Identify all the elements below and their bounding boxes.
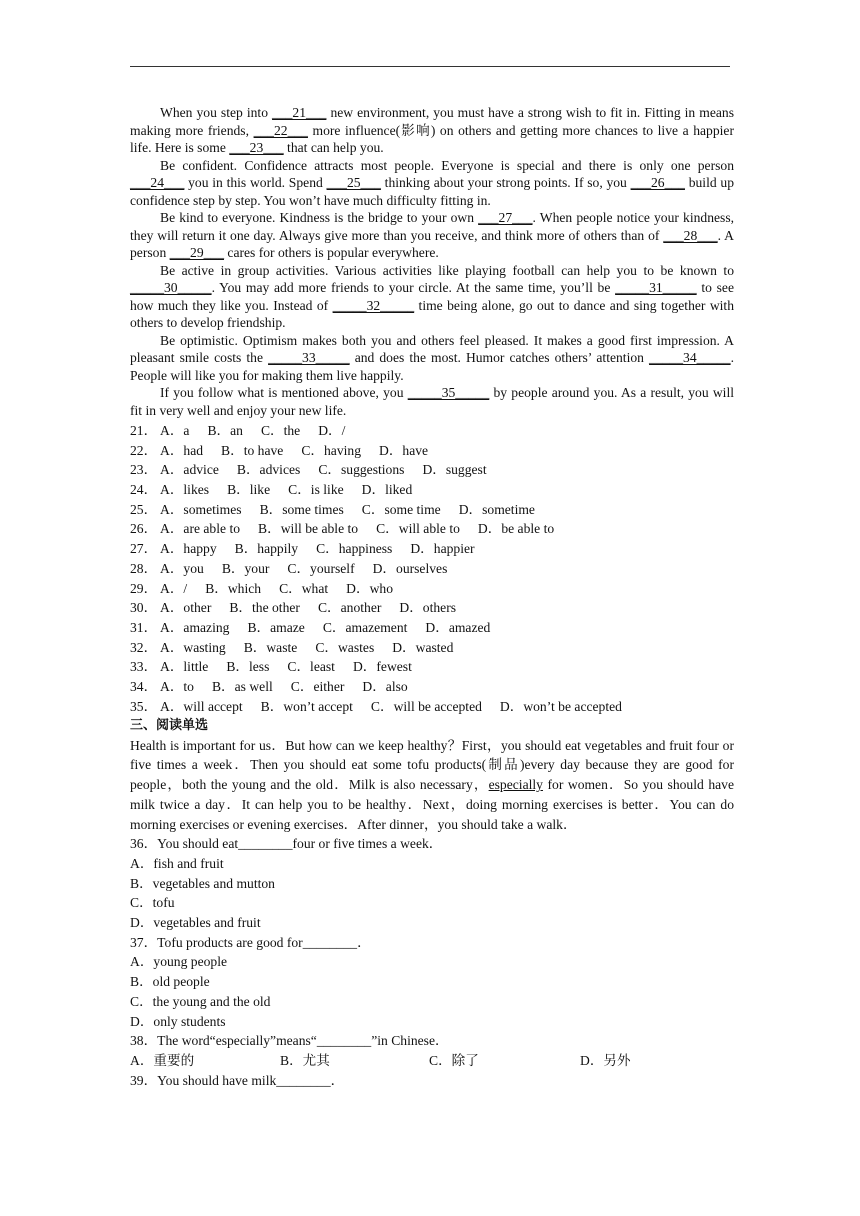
- cloze-passage: [130, 104, 734, 419]
- option: D．ourselves: [372, 560, 448, 576]
- option: C．having: [301, 442, 362, 458]
- blank-33: _____33_____: [268, 350, 350, 365]
- blank-28: ___28___: [663, 227, 718, 243]
- question-number: 25．: [130, 501, 158, 517]
- text: When you step into: [160, 105, 273, 120]
- option-row: [130, 618, 734, 638]
- question-37: 37．Tofu products are good for________．: [130, 934, 371, 950]
- option: B．your: [221, 560, 270, 576]
- option-row: [130, 697, 734, 717]
- paragraph: [130, 209, 734, 262]
- option: C．either: [290, 678, 345, 694]
- text: to see how much they like you. Instead of: [130, 280, 734, 313]
- option: B．waste: [243, 639, 298, 655]
- blank-25: ___25___: [326, 175, 381, 190]
- option: D．sometime: [458, 501, 535, 517]
- option-row: [130, 539, 734, 559]
- option: D．have: [379, 442, 429, 458]
- option: B．happily: [234, 541, 299, 557]
- option: C．will able to: [376, 521, 460, 537]
- option: D．wasted: [392, 639, 454, 655]
- blank-31: _____31_____: [615, 280, 697, 295]
- option: A．a: [160, 423, 190, 438]
- option-row: [130, 421, 734, 441]
- option: C．除了: [429, 1052, 479, 1068]
- cloze-options: [130, 421, 734, 716]
- header-rule: [130, 66, 730, 67]
- question-number: 34．: [130, 678, 158, 694]
- paragraph: [130, 384, 734, 419]
- option: D．only students: [130, 1013, 226, 1029]
- text: and does the most. Humor catches others’ attention: [349, 350, 650, 365]
- option: A．other: [160, 600, 212, 616]
- option: C．some time: [361, 501, 441, 517]
- option: B．an: [207, 423, 243, 438]
- text: If you follow what is mentioned above, you: [160, 385, 408, 400]
- text: by people around you. As a result, you will fit in very well and enjoy your new life.: [130, 385, 734, 418]
- option-row: [130, 1051, 734, 1071]
- question-number: 21．: [130, 423, 158, 438]
- option: B．尤其: [280, 1052, 330, 1068]
- text: for women．So you should have milk twice a day．It can help you to be healthy．Next，doing morning exercises is better．You can do morning exercises or evening exercises．After dinner，you should take a walk．: [130, 777, 734, 832]
- option: A．重要的: [130, 1052, 195, 1068]
- option: C．another: [317, 600, 382, 616]
- text: thinking about your strong points. If so, you: [380, 175, 631, 190]
- option: B．amaze: [247, 619, 305, 635]
- option: D．liked: [361, 482, 413, 498]
- option-row: [130, 657, 734, 677]
- option: D．also: [362, 678, 408, 694]
- option: B．advices: [236, 462, 301, 478]
- option: A．sometimes: [160, 501, 242, 517]
- option: C．the: [260, 423, 301, 438]
- question-number: 29．: [130, 580, 158, 596]
- text: Be confident. Confidence attracts most people. Everyone is special and there is only one person: [160, 157, 734, 173]
- paragraph: [130, 157, 734, 210]
- reading-section: [130, 716, 734, 1090]
- option: D．won’t be accepted: [499, 698, 622, 714]
- option: D．fewest: [352, 659, 412, 675]
- option: A．amazing: [160, 619, 230, 635]
- question-number: 24．: [130, 482, 158, 498]
- option: A．had: [160, 442, 204, 458]
- option: D．others: [399, 600, 457, 616]
- paragraph: [130, 262, 734, 332]
- option: D．be able to: [477, 521, 555, 537]
- text: new environment, you must have a strong wish to fit in. Fitting in means making more friends,: [130, 105, 734, 138]
- text: . A person: [130, 227, 734, 260]
- option-row: [130, 579, 734, 599]
- question-number: 33．: [130, 659, 158, 675]
- option: D．另外: [580, 1052, 631, 1068]
- option: A．young people: [130, 954, 228, 970]
- option: C．least: [287, 659, 335, 675]
- text: time being alone, go out to dance and sing together with others to develop friendship.: [130, 297, 735, 330]
- option-row: [130, 480, 734, 500]
- section-title: 三、阅读单选: [130, 718, 209, 733]
- option: C．the young and the old: [130, 993, 271, 1009]
- option: C．amazement: [322, 619, 408, 635]
- option: D．suggest: [422, 462, 487, 478]
- text: Be kind to everyone. Kindness is the bridge to your own: [160, 210, 479, 225]
- option-row: [130, 638, 734, 658]
- blank-35: _____35_____: [407, 385, 490, 400]
- option: B．as well: [211, 678, 273, 694]
- option: B．old people: [130, 974, 210, 990]
- option: A．wasting: [160, 639, 226, 655]
- reading-passage: [130, 736, 734, 835]
- blank-30: _____30_____: [130, 280, 212, 295]
- option: B．the other: [229, 600, 300, 616]
- text: cares for others is popular everywhere.: [224, 245, 439, 260]
- option: B．some times: [259, 501, 344, 517]
- option: C．is like: [288, 482, 344, 498]
- option: D．happier: [410, 541, 475, 557]
- blank-21: ___21___: [272, 105, 327, 120]
- option: A．/: [160, 580, 188, 596]
- option: C．what: [279, 580, 329, 596]
- question-number: 35．: [130, 698, 158, 714]
- question-number: 27．: [130, 541, 158, 557]
- question-number: 31．: [130, 619, 158, 635]
- question-number: 28．: [130, 560, 158, 576]
- underlined-word: especially: [488, 777, 543, 793]
- option: A．will accept: [160, 698, 243, 714]
- option: B．like: [227, 482, 271, 498]
- text: . People will like you for making them live happily.: [130, 350, 734, 383]
- paragraph: [130, 332, 734, 385]
- option: C．yourself: [287, 560, 355, 576]
- option: D．/: [318, 423, 346, 438]
- option: B．which: [205, 580, 262, 596]
- option: B．to have: [221, 442, 284, 458]
- option: A．little: [160, 659, 209, 675]
- text: that can help you.: [283, 140, 384, 155]
- option: A．are able to: [160, 521, 241, 537]
- text: . You may add more friends to your circle. At the same time, you’ll be: [211, 280, 616, 295]
- option: D．amazed: [425, 619, 491, 635]
- text: build up confidence step by step. You won’t have much difficulty fitting in.: [130, 175, 734, 208]
- question-number: 26．: [130, 521, 158, 537]
- option-row: [130, 460, 734, 480]
- option-row: [130, 598, 734, 618]
- blank-27: ___27___: [478, 210, 533, 225]
- question-39: 39．You should have milk________．: [130, 1072, 345, 1088]
- blank-23: ___23___: [229, 140, 284, 155]
- text: more influence(影响) on others and getting more chances to live a happier life. Here is some: [130, 122, 734, 155]
- option: A．happy: [160, 541, 217, 557]
- text: Health is important for us．But how can we keep healthy？First，you should eat vegetables and fruit four or five times a week．Then you should eat some tofu products(制品)every day because they are good for people，both the young and the old．Milk is also necessary，: [130, 737, 734, 793]
- blank-29: ___29___: [169, 245, 225, 260]
- option: D．who: [346, 580, 393, 596]
- option-row: [130, 500, 734, 520]
- blank-34: _____34_____: [649, 350, 731, 365]
- option: A．you: [160, 560, 204, 576]
- question-38: 38．The word“especially”means“________”in Chinese．: [130, 1033, 449, 1049]
- option: C．tofu: [130, 895, 175, 911]
- option: C．will be accepted: [370, 698, 482, 714]
- option-row: [130, 441, 734, 461]
- option: C．happiness: [316, 541, 393, 557]
- text: Be active in group activities. Various activities like playing football can help you to be known to: [160, 262, 734, 278]
- question-36: 36．You should eat________four or five times a week．: [130, 836, 443, 852]
- option-row: [130, 519, 734, 539]
- text: Be optimistic. Optimism makes both you and others feel pleased. It makes a good first impression. A pleasant smile costs the: [130, 332, 734, 365]
- option: B．will be able to: [258, 521, 359, 537]
- option: C．suggestions: [318, 462, 405, 478]
- blank-26: ___26___: [630, 175, 685, 190]
- option: A．advice: [160, 462, 219, 478]
- text: you in this world. Spend: [184, 175, 327, 190]
- paragraph: [130, 104, 734, 157]
- blank-32: _____32_____: [332, 297, 415, 313]
- question-number: 22．: [130, 442, 158, 458]
- question-number: 30．: [130, 600, 158, 616]
- option: B．less: [226, 659, 270, 675]
- option: A．fish and fruit: [130, 855, 224, 871]
- option: A．likes: [160, 482, 210, 498]
- text: . When people notice your kindness, they will return it one day. Always give more than you receive, and think more of others than of: [130, 210, 735, 243]
- option: C．wastes: [315, 639, 375, 655]
- question-number: 23．: [130, 462, 158, 478]
- question-number: 32．: [130, 639, 158, 655]
- option: B．vegetables and mutton: [130, 875, 275, 891]
- option-row: [130, 677, 734, 697]
- option: D．vegetables and fruit: [130, 915, 261, 931]
- option: A．to: [160, 678, 194, 694]
- option-row: [130, 559, 734, 579]
- option: B．won’t accept: [260, 698, 353, 714]
- blank-24: ___24___: [130, 175, 185, 190]
- blank-22: ___22___: [253, 122, 308, 138]
